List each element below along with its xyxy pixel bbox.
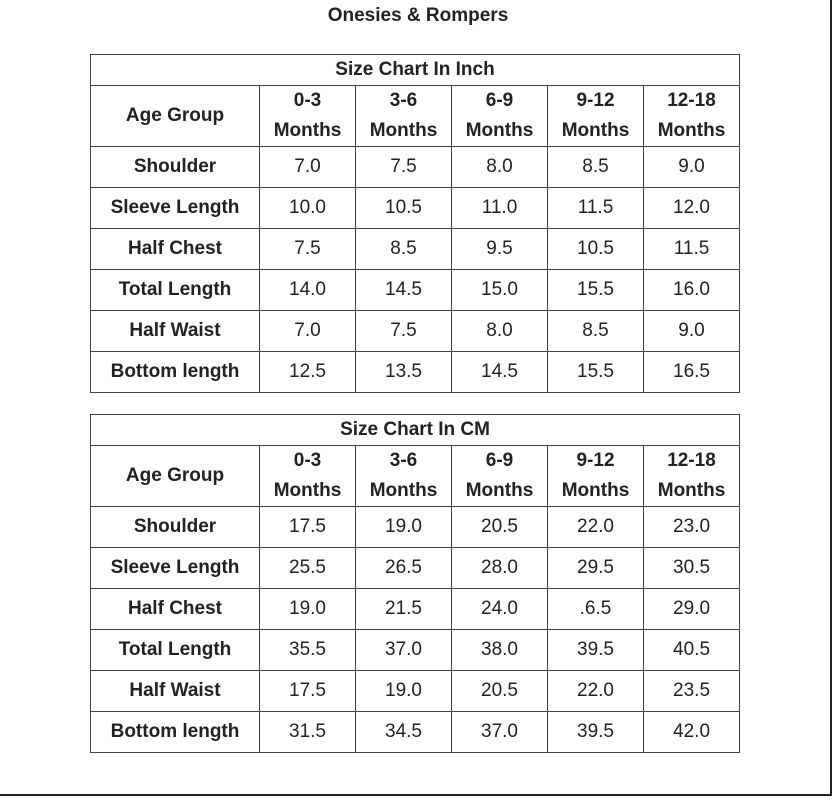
table-cell: 42.0 [644, 712, 740, 753]
table-cell: 7.0 [260, 311, 356, 352]
column-range: 0-3 [293, 450, 322, 471]
size-chart-inch-table [90, 54, 740, 393]
table-cell: 15.0 [452, 270, 548, 311]
table-cell: 28.0 [452, 548, 548, 589]
column-header [548, 446, 644, 507]
table-cell: 15.5 [548, 270, 644, 311]
table-cell: 37.0 [452, 712, 548, 753]
table-row [91, 352, 740, 393]
table-cell: 10.5 [548, 229, 644, 270]
table-cell: 34.5 [356, 712, 452, 753]
column-range: 6-9 [485, 90, 514, 111]
column-header [356, 446, 452, 507]
column-unit: Months [465, 120, 534, 141]
table-cell: 9.0 [644, 311, 740, 352]
table-cell: 20.5 [452, 671, 548, 712]
row-label: Sleeve Length [91, 188, 260, 229]
table-cell: 38.0 [452, 630, 548, 671]
row-label: Shoulder [91, 507, 260, 548]
table-cell: 9.5 [452, 229, 548, 270]
table-cell: 23.0 [644, 507, 740, 548]
table-cell: 14.5 [452, 352, 548, 393]
column-header [260, 86, 356, 147]
column-header [452, 446, 548, 507]
table-row [91, 147, 740, 188]
table-caption-row [91, 55, 740, 86]
row-label: Bottom length [91, 352, 260, 393]
column-unit: Months [273, 480, 342, 501]
column-unit: Months [369, 120, 438, 141]
age-group-header: Age Group [91, 86, 260, 147]
table-cell: 8.5 [548, 311, 644, 352]
column-header [356, 86, 452, 147]
column-header [644, 86, 740, 147]
table-cell: 39.5 [548, 630, 644, 671]
column-range: 9-12 [576, 90, 615, 111]
table-cell: 15.5 [548, 352, 644, 393]
column-unit: Months [561, 120, 630, 141]
table-cell: 39.5 [548, 712, 644, 753]
row-label: Sleeve Length [91, 548, 260, 589]
table-cell: 14.0 [260, 270, 356, 311]
column-range: 0-3 [293, 90, 322, 111]
column-range: 3-6 [389, 90, 418, 111]
column-unit: Months [369, 480, 438, 501]
table-cell: 23.5 [644, 671, 740, 712]
column-range: 12-18 [667, 90, 716, 111]
table-cell: 17.5 [260, 671, 356, 712]
table-row [91, 311, 740, 352]
table-row [91, 188, 740, 229]
size-chart-cm-table [90, 414, 740, 753]
table-caption: Size Chart In CM [91, 415, 740, 446]
age-group-header: Age Group [91, 446, 260, 507]
row-label: Half Chest [91, 589, 260, 630]
column-unit: Months [561, 480, 630, 501]
table-row [91, 712, 740, 753]
table-cell: 9.0 [644, 147, 740, 188]
table-cell: 16.0 [644, 270, 740, 311]
table-row [91, 630, 740, 671]
table-row [91, 507, 740, 548]
table-cell: 12.0 [644, 188, 740, 229]
table-cell: 8.0 [452, 147, 548, 188]
table-caption-row [91, 415, 740, 446]
column-unit: Months [657, 120, 726, 141]
table-cell: 17.5 [260, 507, 356, 548]
table-row [91, 270, 740, 311]
table-cell: 20.5 [452, 507, 548, 548]
header-row [91, 446, 740, 507]
page-border-bottom [0, 794, 832, 796]
table-cell: 7.5 [356, 147, 452, 188]
row-label: Half Chest [91, 229, 260, 270]
table-cell: 12.5 [260, 352, 356, 393]
table-cell: 35.5 [260, 630, 356, 671]
table-cell: 19.0 [356, 507, 452, 548]
table-cell: 8.0 [452, 311, 548, 352]
row-label: Bottom length [91, 712, 260, 753]
table-cell: 8.5 [548, 147, 644, 188]
table-row [91, 671, 740, 712]
table-cell: 19.0 [260, 589, 356, 630]
column-header [644, 446, 740, 507]
table-cell: 21.5 [356, 589, 452, 630]
table-row [91, 548, 740, 589]
header-row [91, 86, 740, 147]
row-label: Total Length [91, 270, 260, 311]
table-cell: 37.0 [356, 630, 452, 671]
table-cell: 29.0 [644, 589, 740, 630]
table-cell: 11.5 [644, 229, 740, 270]
column-range: 9-12 [576, 450, 615, 471]
table-row [91, 589, 740, 630]
column-unit: Months [273, 120, 342, 141]
table-cell: 10.5 [356, 188, 452, 229]
table-cell: 14.5 [356, 270, 452, 311]
table-cell: 25.5 [260, 548, 356, 589]
table-cell: 10.0 [260, 188, 356, 229]
table-cell: 8.5 [356, 229, 452, 270]
table-cell: .6.5 [548, 589, 644, 630]
page-title: Onesies & Rompers [327, 5, 509, 26]
table-cell: 7.5 [356, 311, 452, 352]
table-cell: 31.5 [260, 712, 356, 753]
column-range: 12-18 [667, 450, 716, 471]
table-cell: 24.0 [452, 589, 548, 630]
row-label: Half Waist [91, 671, 260, 712]
table-cell: 40.5 [644, 630, 740, 671]
table-cell: 11.5 [548, 188, 644, 229]
column-unit: Months [657, 480, 726, 501]
table-cell: 16.5 [644, 352, 740, 393]
table-cell: 7.0 [260, 147, 356, 188]
column-range: 6-9 [485, 450, 514, 471]
table-row [91, 229, 740, 270]
page-border-right [830, 0, 832, 796]
table-cell: 22.0 [548, 507, 644, 548]
column-header [548, 86, 644, 147]
column-header [452, 86, 548, 147]
row-label: Half Waist [91, 311, 260, 352]
row-label: Total Length [91, 630, 260, 671]
table-cell: 29.5 [548, 548, 644, 589]
table-caption: Size Chart In Inch [91, 55, 740, 86]
table-cell: 19.0 [356, 671, 452, 712]
table-cell: 26.5 [356, 548, 452, 589]
column-range: 3-6 [389, 450, 418, 471]
table-cell: 13.5 [356, 352, 452, 393]
table-cell: 11.0 [452, 188, 548, 229]
column-unit: Months [465, 480, 534, 501]
row-label: Shoulder [91, 147, 260, 188]
column-header [260, 446, 356, 507]
table-cell: 22.0 [548, 671, 644, 712]
table-cell: 30.5 [644, 548, 740, 589]
table-cell: 7.5 [260, 229, 356, 270]
